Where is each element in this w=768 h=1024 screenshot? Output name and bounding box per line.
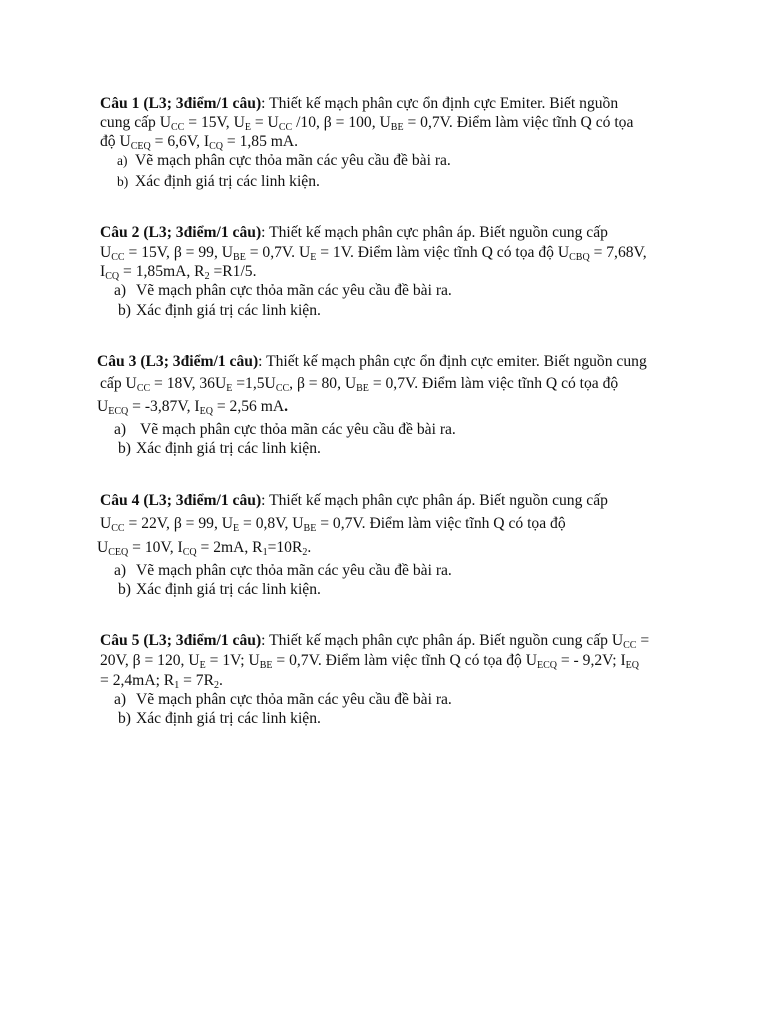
question-2-line-2: [100, 243, 647, 262]
list-marker: a): [114, 282, 127, 299]
text: = 7,68V,: [589, 244, 647, 261]
text: = 15V, U: [184, 114, 245, 131]
question-3-line-3: [97, 397, 288, 416]
question-5-line-2: [100, 651, 639, 670]
subscript: 2: [302, 547, 308, 558]
subscript: CEQ: [108, 547, 129, 558]
list-marker: b): [117, 174, 129, 189]
text: = 0,7V. Điểm làm việc tĩnh Q có tọa độ U: [272, 652, 537, 669]
list-item-text: Xác định giá trị các linh kiện.: [135, 173, 320, 190]
question-3-item-b: [118, 439, 321, 458]
question-2-line-3: [100, 262, 257, 281]
text: = 0,7V. Điểm làm việc tĩnh Q có tọa độ: [368, 375, 619, 392]
text: =: [636, 632, 650, 649]
subscript: BE: [233, 252, 246, 263]
question-4-item-a: [114, 561, 452, 580]
subscript: CC: [111, 523, 125, 534]
list-marker: b): [118, 440, 131, 457]
text: = 0,7V. Điểm làm việc tĩnh Q có tọa độ: [316, 515, 566, 532]
text: = 22V, β = 99, U: [124, 515, 234, 532]
subscript: E: [244, 122, 251, 133]
text: = 1V; U: [205, 652, 260, 669]
list-marker: a): [114, 562, 127, 579]
question-1-item-b: [117, 172, 320, 191]
question-1-line-3: [100, 132, 298, 151]
question-4-line-2: [100, 514, 566, 533]
subscript: CEQ: [130, 141, 151, 152]
question-2-heading: Câu 2 (L3; 3điểm/1 câu): [100, 224, 262, 241]
question-3-line-2: [100, 374, 618, 393]
subscript: E: [233, 523, 240, 534]
list-item-text: Xác định giá trị các linh kiện.: [136, 440, 321, 457]
question-4-heading: Câu 4 (L3; 3điểm/1 câu): [100, 492, 262, 509]
list-item-text: Vẽ mạch phân cực thỏa mãn các yêu cầu đề bài ra.: [140, 421, 456, 438]
text: , β = 80, U: [289, 375, 357, 392]
list-item-text: Xác định giá trị các linh kiện.: [136, 581, 321, 598]
text: = 2,4mA; R: [100, 672, 175, 689]
subscript: ECQ: [536, 660, 557, 671]
text: .: [284, 398, 289, 415]
list-marker: b): [118, 581, 131, 598]
question-5-line-1: [100, 631, 649, 650]
question-3-heading: Câu 3 (L3; 3điểm/1 câu): [97, 353, 259, 370]
text: = 2,56 mA: [212, 398, 285, 415]
subscript: CC: [278, 122, 293, 133]
text: .: [219, 672, 223, 689]
text: = 2mA, R: [196, 539, 263, 556]
subscript: EQ: [199, 406, 213, 417]
subscript: CC: [171, 122, 185, 133]
subscript: BE: [259, 660, 273, 671]
text: U: [97, 398, 109, 415]
list-item-text: Vẽ mạch phân cực thỏa mãn các yêu cầu đề bài ra.: [136, 562, 452, 579]
subscript: BE: [303, 523, 317, 534]
text: = 15V, β = 99, U: [124, 244, 234, 261]
subscript: CQ: [182, 547, 197, 558]
text: = 6,6V, I: [150, 133, 210, 150]
text: cung cấp U: [100, 114, 172, 131]
subscript: 1: [174, 680, 180, 691]
question-5-item-a: [114, 690, 452, 709]
text: U: [100, 515, 112, 532]
question-5-heading: Câu 5 (L3; 3điểm/1 câu): [100, 632, 262, 649]
question-3-text: : Thiết kế mạch phân cực ổn định cực emiter. Biết nguồn cung: [258, 353, 647, 370]
text: = 1V. Điểm làm việc tĩnh Q có tọa độ U: [316, 244, 570, 261]
question-3-item-a: [114, 420, 456, 439]
list-item-text: Vẽ mạch phân cực thỏa mãn các yêu cầu đề bài ra.: [135, 152, 451, 169]
subscript: 1: [262, 547, 268, 558]
question-4-text: : Thiết kế mạch phân cực phân áp. Biết nguồn cung cấp: [261, 492, 608, 509]
text: U: [100, 244, 112, 261]
text: = 18V, 36U: [150, 375, 227, 392]
text: 20V, β = 120, U: [100, 652, 200, 669]
list-marker: a): [114, 691, 127, 708]
text: = -3,87V, I: [128, 398, 200, 415]
question-1-line-2: [100, 113, 633, 132]
list-item-text: Vẽ mạch phân cực thỏa mãn các yêu cầu đề bài ra.: [136, 691, 452, 708]
question-4-item-b: [118, 580, 321, 599]
list-item-text: Xác định giá trị các linh kiện.: [136, 302, 321, 319]
subscript: CQ: [209, 141, 223, 152]
subscript: EQ: [625, 660, 640, 671]
question-2-item-a: [114, 281, 452, 300]
list-marker: a): [117, 153, 128, 168]
question-5-text: : Thiết kế mạch phân cực phân áp. Biết nguồn cung cấp U: [261, 632, 624, 649]
text: = 0,7V. U: [245, 244, 311, 261]
text: = 7R: [179, 672, 215, 689]
text: = U: [250, 114, 279, 131]
subscript: CQ: [105, 271, 120, 282]
subscript: BE: [390, 122, 404, 133]
question-1-text: : Thiết kế mạch phân cực ổn định cực Emiter. Biết nguồn: [261, 95, 619, 112]
list-marker: a): [114, 421, 127, 438]
question-1-line-1: [100, 94, 618, 113]
text: cấp U: [100, 375, 137, 392]
question-5-item-b: [118, 709, 321, 728]
subscript: CC: [623, 640, 637, 651]
subscript: E: [226, 383, 233, 394]
list-item-text: Vẽ mạch phân cực thỏa mãn các yêu cầu đề bài ra.: [136, 282, 452, 299]
text: /10, β = 100, U: [292, 114, 391, 131]
text: I: [100, 263, 106, 280]
subscript: CBQ: [569, 252, 590, 263]
question-1-heading: Câu 1 (L3; 3điểm/1 câu): [100, 95, 262, 112]
question-4-line-3: [97, 538, 311, 557]
text: =1,5U: [232, 375, 276, 392]
question-2-text: : Thiết kế mạch phân cực phân áp. Biết nguồn cung cấp: [261, 224, 608, 241]
subscript: CC: [111, 252, 125, 263]
list-marker: b): [118, 710, 131, 727]
text: = 0,8V, U: [239, 515, 304, 532]
text: = 10V, I: [128, 539, 183, 556]
subscript: E: [310, 252, 317, 263]
question-2-item-b: [118, 301, 321, 320]
text: =10R: [267, 539, 303, 556]
subscript: ECQ: [108, 406, 129, 417]
question-3-line-1: [97, 352, 647, 371]
subscript: E: [199, 660, 206, 671]
text: .: [307, 539, 312, 556]
list-item-text: Xác định giá trị các linh kiện.: [136, 710, 321, 727]
text: = 1,85 mA.: [223, 133, 299, 150]
question-1-item-a: [117, 151, 451, 170]
list-marker: b): [118, 302, 131, 319]
subscript: 2: [214, 680, 220, 691]
subscript: BE: [356, 383, 369, 394]
text: = 1,85mA, R: [119, 263, 205, 280]
text: độ U: [100, 133, 131, 150]
question-5-line-3: [100, 671, 223, 690]
text: = - 9,2V; I: [556, 652, 626, 669]
question-4-line-1: [100, 491, 608, 510]
question-2-line-1: [100, 223, 608, 242]
subscript: CC: [136, 383, 151, 394]
text: U: [97, 539, 109, 556]
subscript: CC: [275, 383, 290, 394]
text: = 0,7V. Điểm làm việc tĩnh Q có tọa: [403, 114, 634, 131]
text: =R1/5.: [209, 263, 257, 280]
subscript: 2: [204, 271, 210, 282]
